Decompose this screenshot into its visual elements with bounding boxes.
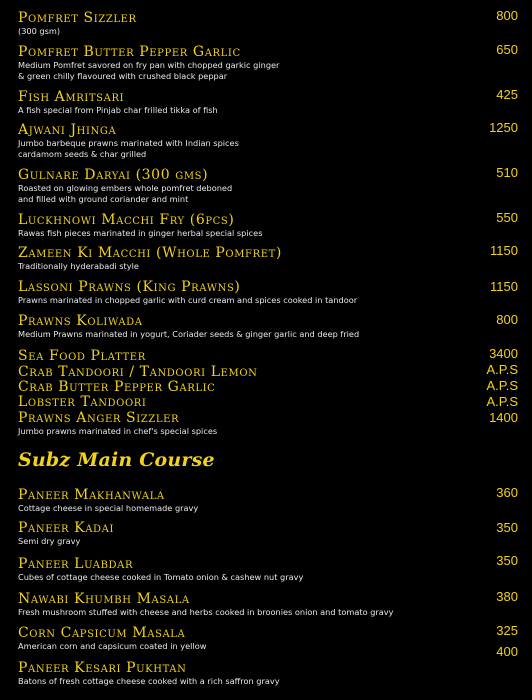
- item-name: Paneer Makhanwala: [18, 487, 165, 503]
- item-name: Lobster Tandoori: [18, 394, 147, 410]
- item-description: (300 gsm): [18, 26, 61, 36]
- item-price: 1250: [489, 120, 518, 135]
- item-price: 400: [496, 644, 518, 659]
- menu-item-paneer-kesari-pukhtan: [18, 660, 518, 687]
- item-description: and filled with ground coriander and mint: [18, 194, 189, 204]
- menu-item-luckhnowi-macchi-fry-6pcs: [18, 212, 518, 239]
- item-price: A.P.S: [486, 394, 518, 409]
- menu-item-gulnare-daryai-300-gms: [18, 167, 518, 205]
- item-price: 325: [496, 623, 518, 638]
- menu-item-crab-butter-pepper-garlic: [18, 379, 518, 395]
- menu-item-crab-tandoori-tandoori-lemon: [18, 364, 518, 380]
- item-price: 1150: [490, 279, 518, 294]
- item-price: 550: [496, 210, 518, 225]
- item-description: cardamom seeds & char grilled: [18, 149, 147, 159]
- menu-item-nawabi-khumbh-masala: [18, 591, 518, 618]
- menu-item-paneer-makhanwala: [18, 487, 518, 514]
- menu-item-pomfret-butter-pepper-garlic: [18, 44, 518, 82]
- item-name: Crab Tandoori / Tandoori Lemon: [18, 364, 258, 380]
- menu-item-ajwani-jhinga: [18, 122, 518, 160]
- item-name: Prawns Anger Sizzler: [18, 410, 180, 426]
- item-description: Cubes of cottage cheese cooked in Tomato onion & cashew nut gravy: [18, 572, 304, 582]
- item-price: 350: [496, 520, 518, 535]
- menu-item-corn-capsicum-masala: [18, 625, 518, 652]
- item-name: Paneer Kadai: [18, 520, 115, 536]
- item-price: 510: [496, 165, 518, 180]
- item-description: Semi dry gravy: [18, 536, 81, 546]
- item-description: Medium Prawns marinated in yogurt, Coriader seeds & ginger garlic and deep fried: [18, 329, 360, 339]
- menu-item-zameen-ki-macchi-whole-pomfret: [18, 245, 518, 272]
- item-price: 800: [496, 312, 518, 327]
- item-description: Rawas fish pieces marinated in ginger herbal special spices: [18, 228, 263, 238]
- item-name: Zameen Ki Macchi (Whole Pomfret): [18, 245, 282, 261]
- item-description: Fresh mushroom stuffed with cheese and herbs cooked in broonies onion and tomato gravy: [18, 607, 394, 617]
- item-price: 350: [496, 553, 518, 568]
- menu-item-lassoni-prawns-king-prawns: [18, 279, 518, 306]
- item-price: 650: [496, 42, 518, 57]
- item-name: Crab Butter Pepper Garlic: [18, 379, 216, 395]
- item-description: A fish special from Pinjab char frilled tikka of fish: [18, 105, 218, 115]
- item-name: Corn Capsicum Masala: [18, 625, 186, 641]
- item-name: Pomfret Butter Pepper Garlic: [18, 44, 241, 60]
- item-description: Jumbo prawns marinated in chef's special spices: [18, 426, 218, 436]
- menu-item-paneer-luabdar: [18, 556, 518, 583]
- item-name: Pomfret Sizzler: [18, 10, 137, 26]
- item-name: Gulnare Daryai (300 gms): [18, 167, 209, 183]
- item-description: & green chilly flavoured with crushed black peppar: [18, 71, 228, 81]
- item-name: Luckhnowi Macchi Fry (6pcs): [18, 212, 235, 228]
- item-price: 425: [496, 87, 518, 102]
- item-price: A.P.S: [486, 362, 518, 377]
- menu-item-prawns-koliwada: [18, 313, 518, 340]
- menu-item-lobster-tandoori: [18, 394, 518, 410]
- section-title-subz-main-course: Subz Main Course: [18, 449, 215, 471]
- menu-item-paneer-kadai: [18, 520, 518, 547]
- item-description: Roasted on glowing embers whole pomfret deboned: [18, 183, 233, 193]
- item-price: 1400: [489, 410, 518, 425]
- item-price: 1150: [490, 243, 518, 258]
- item-name: Prawns Koliwada: [18, 313, 143, 329]
- item-description: Cottage cheese in special homemade gravy: [18, 503, 199, 513]
- item-name: Ajwani Jhinga: [18, 122, 117, 138]
- item-description: Prawns marinated in chopped garlic with curd cream and spices cooked in tandoor: [18, 295, 358, 305]
- item-description: Jumbo barbeque prawns marinated with Indian spices: [18, 138, 239, 148]
- menu-item-pomfret-sizzler: [18, 10, 518, 37]
- item-price: A.P.S: [486, 378, 518, 393]
- item-name: Nawabi Khumbh Masala: [18, 591, 190, 607]
- menu-item-sea-food-platter: [18, 348, 518, 364]
- item-price: 3400: [489, 346, 518, 361]
- item-description: Batons of fresh cottage cheese cooked with a rich saffron gravy: [18, 676, 280, 686]
- item-price: 380: [496, 589, 518, 604]
- item-name: Paneer Luabdar: [18, 556, 134, 572]
- menu-item-fish-amritsari: [18, 89, 518, 116]
- menu-item-prawns-anger-sizzler: [18, 410, 518, 437]
- item-price: 800: [496, 8, 518, 23]
- item-description: Traditionally hyderabadi style: [18, 261, 139, 271]
- item-name: Sea Food Platter: [18, 348, 146, 364]
- item-description: Medium Pomfret savored on fry pan with chopped garkic ginger: [18, 60, 280, 70]
- item-name: Fish Amritsari: [18, 89, 125, 105]
- item-name: Lassoni Prawns (King Prawns): [18, 279, 241, 295]
- item-price: 360: [496, 485, 518, 500]
- item-name: Paneer Kesari Pukhtan: [18, 660, 187, 676]
- item-description: American corn and capsicum coated in yellow: [18, 641, 207, 651]
